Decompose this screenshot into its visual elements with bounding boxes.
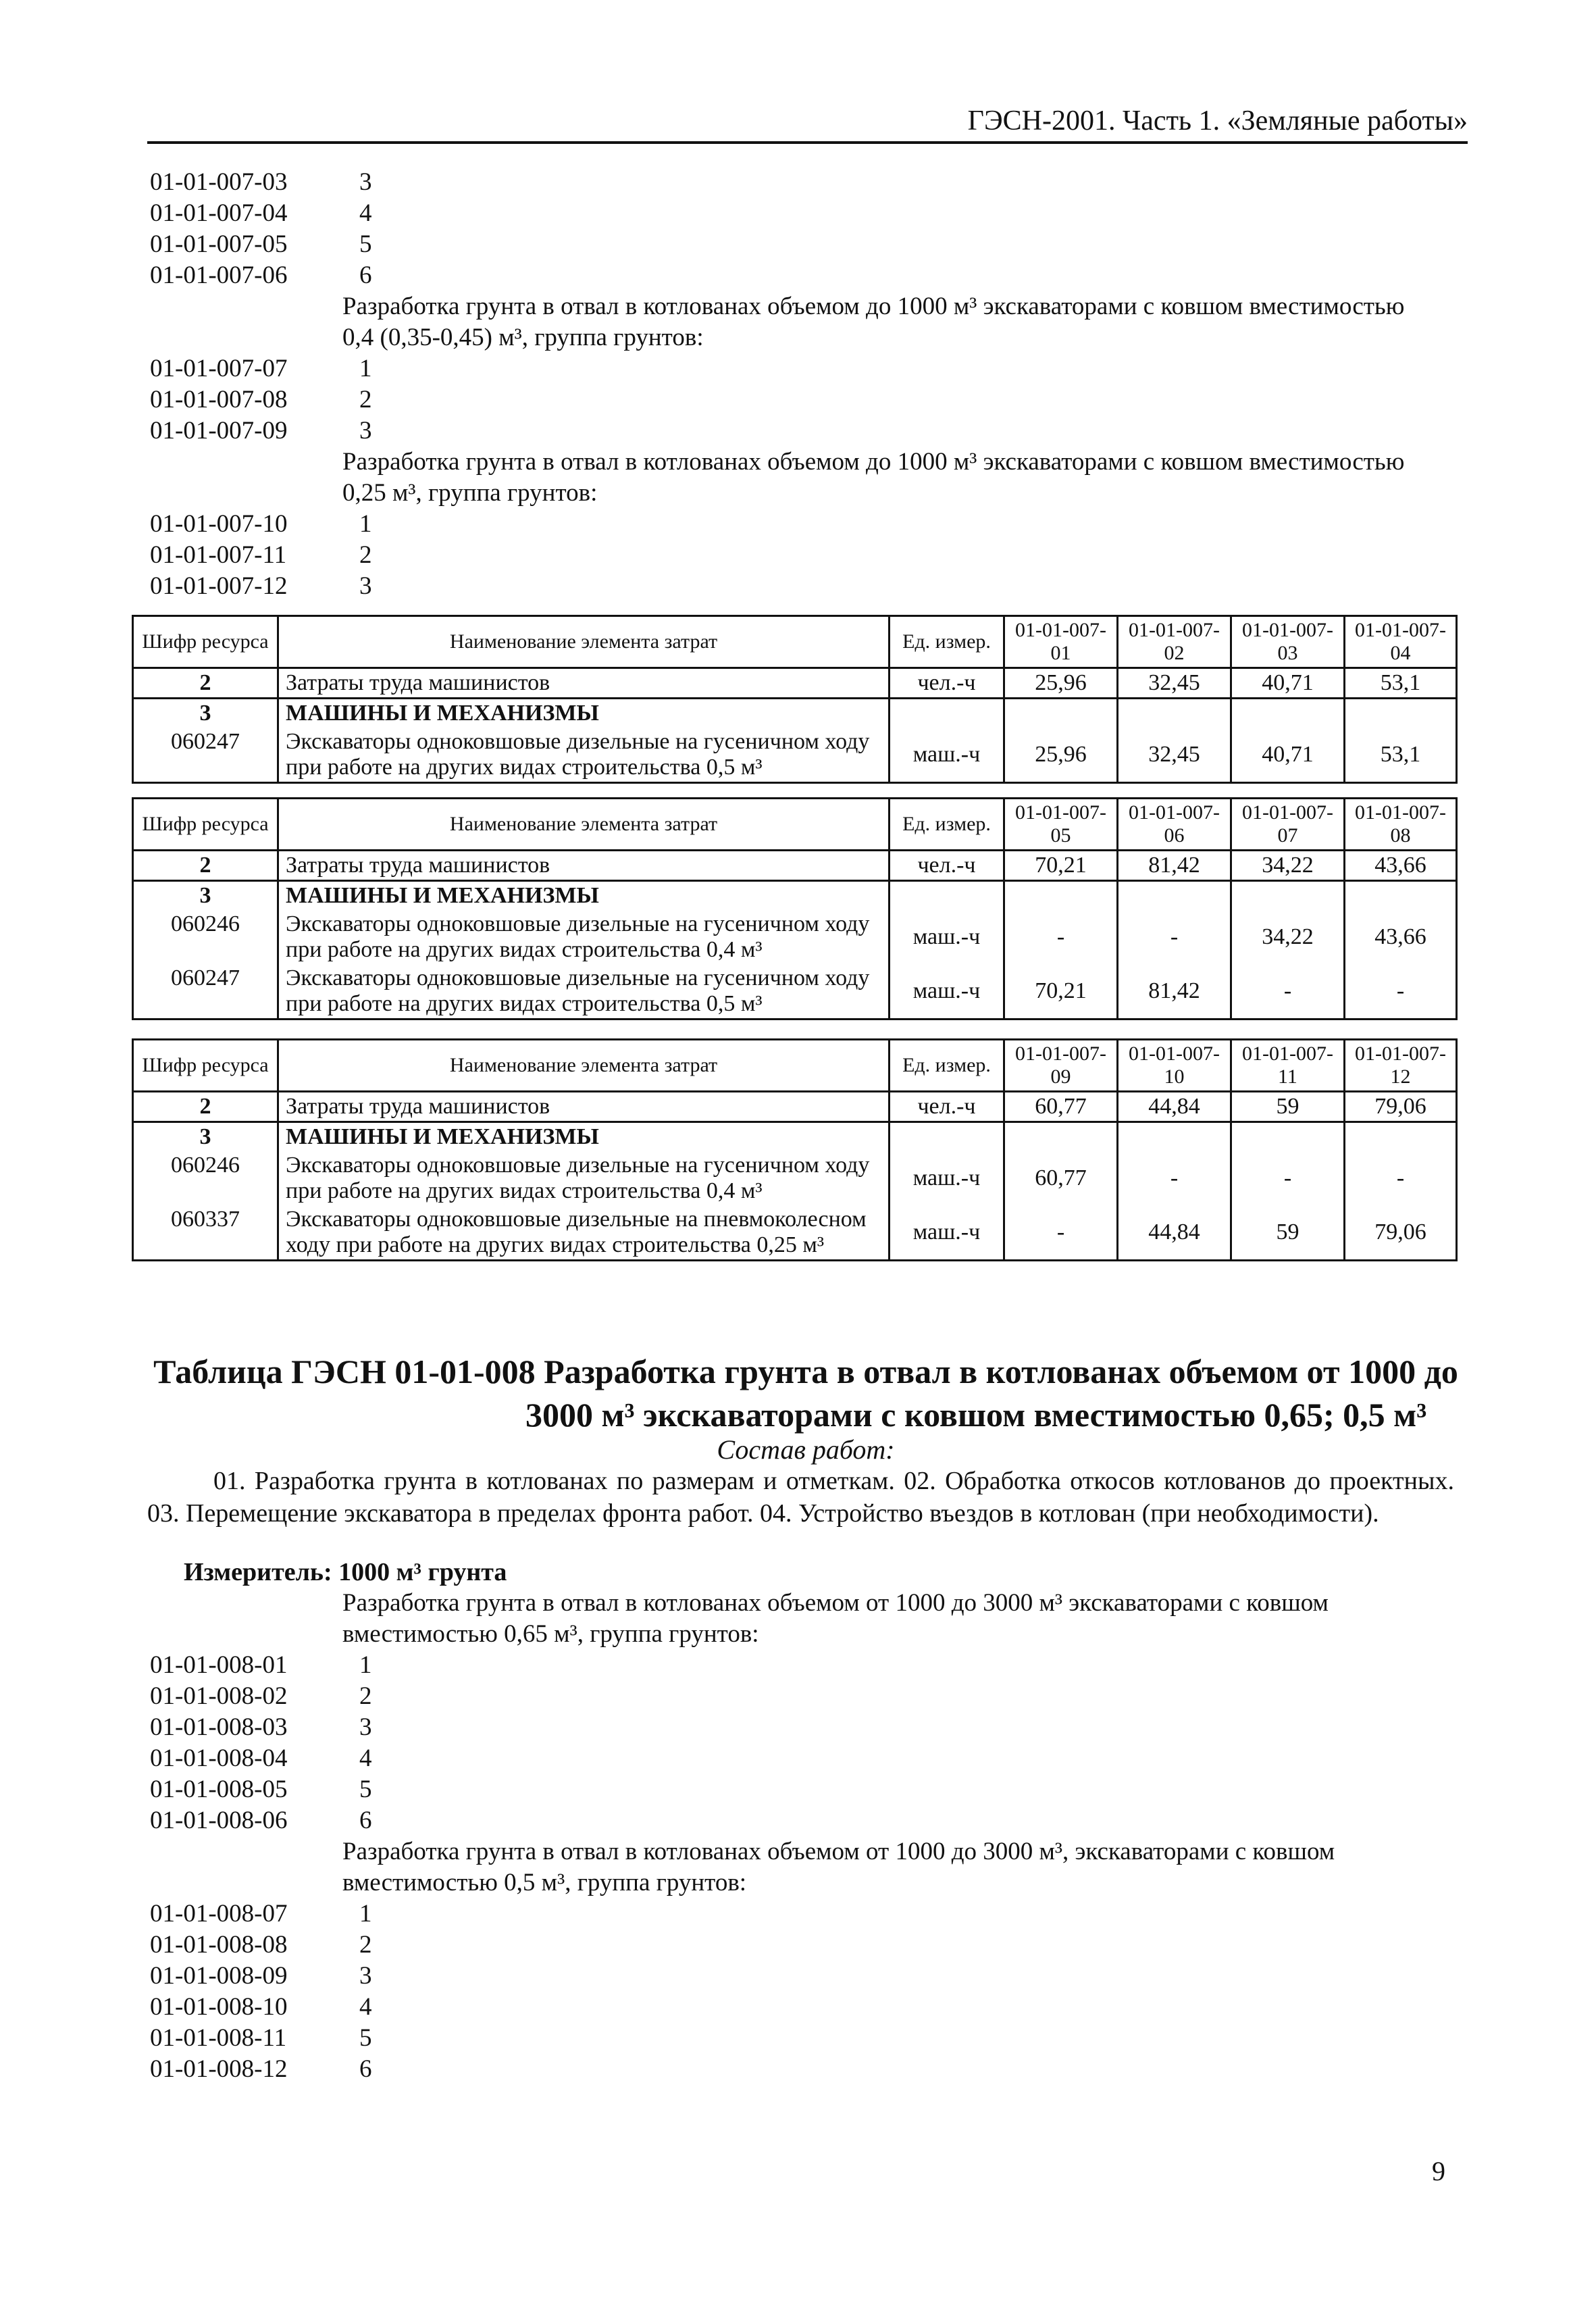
code-list-item (150, 353, 1437, 384)
item-code: 01-01-007-07 (150, 355, 288, 382)
resource-value: 25,96 (1004, 728, 1118, 783)
empty-cell (1004, 699, 1118, 728)
section-title-line1: Таблица ГЭСН 01-01-008 Разработка грунта в отвал в котлованах объемом от 1000 до (153, 1353, 1458, 1390)
empty-cell (1004, 1122, 1118, 1152)
empty-cell (1231, 881, 1345, 911)
resource-value: 60,77 (1004, 1151, 1118, 1205)
resource-row (133, 728, 1457, 783)
code-list-item (150, 167, 1437, 198)
item-code: 01-01-007-04 (150, 199, 288, 227)
code-list-item (150, 1898, 1437, 1930)
soil-group-number: 3 (359, 168, 372, 196)
resource-value: - (1004, 1205, 1118, 1261)
item-code: 01-01-008-06 (150, 1807, 288, 1834)
resource-value: 81,42 (1118, 964, 1231, 1020)
resource-value: - (1118, 910, 1231, 964)
header-column-code: 01-01-007-05 (1004, 799, 1118, 851)
resource-value: - (1118, 1151, 1231, 1205)
resource-row (133, 1151, 1457, 1205)
empty-cell (1231, 699, 1345, 728)
item-code: 01-01-007-12 (150, 572, 288, 600)
header-shifr: Шифр ресурса (133, 616, 278, 668)
machines-code: 3 (133, 699, 278, 728)
labor-name: Затраты труда машинистов (278, 668, 890, 699)
section-title-line2: 3000 м³ экскаваторами с ковшом вместимостью 0,65; 0,5 м³ (525, 1396, 1427, 1434)
header-column-code: 01-01-007-07 (1231, 799, 1345, 851)
labor-value: 81,42 (1118, 851, 1231, 881)
item-code: 01-01-007-10 (150, 510, 288, 538)
item-code: 01-01-007-11 (150, 541, 287, 569)
code-list-item (150, 571, 1437, 602)
header-column-code: 01-01-007-11 (1231, 1040, 1345, 1092)
soil-group-number: 6 (359, 261, 372, 289)
soil-group-number: 3 (359, 1962, 372, 1990)
item-code: 01-01-008-04 (150, 1744, 288, 1772)
soil-group-number: 5 (359, 1776, 372, 1803)
resource-row (133, 964, 1457, 1020)
code-list-item (150, 198, 1437, 229)
labor-name: Затраты труда машинистов (278, 1092, 890, 1122)
labor-value: 25,96 (1004, 668, 1118, 699)
resource-value: 59 (1231, 1205, 1345, 1261)
resource-unit: маш.-ч (890, 1205, 1004, 1261)
labor-value: 44,84 (1118, 1092, 1231, 1122)
item-code: 01-01-008-07 (150, 1900, 288, 1928)
resource-table-1 (132, 615, 1458, 784)
header-unit: Ед. измер. (890, 1040, 1004, 1092)
resource-value: 32,45 (1118, 728, 1231, 783)
table-header-row (133, 616, 1457, 668)
header-name: Наименование элемента затрат (278, 1040, 890, 1092)
table-header-row (133, 1040, 1457, 1092)
machines-title: МАШИНЫ И МЕХАНИЗМЫ (278, 699, 890, 728)
machines-code: 3 (133, 1122, 278, 1152)
machines-heading-row (133, 881, 1457, 911)
empty-cell (890, 699, 1004, 728)
resource-name: Экскаваторы одноковшовые дизельные на гусеничном ходу при работе на других видах строительства 0,5 м³ (278, 728, 890, 783)
list-heading-text: Разработка грунта в отвал в котлованах объемом от 1000 до 3000 м³, экскаваторами с ковшом вместимостью 0,5 м³, группа грунтов: (342, 1838, 1335, 1896)
resource-code: 060246 (133, 910, 278, 964)
code-list-item (150, 509, 1437, 540)
item-code: 01-01-008-09 (150, 1962, 288, 1990)
code-list-item (150, 1774, 1437, 1805)
labor-value: 79,06 (1345, 1092, 1457, 1122)
header-column-code: 01-01-007-10 (1118, 1040, 1231, 1092)
resource-value: 70,21 (1004, 964, 1118, 1020)
item-code: 01-01-008-11 (150, 2024, 287, 2052)
empty-cell (890, 881, 1004, 911)
empty-cell (1118, 1122, 1231, 1152)
running-header: ГЭСН-2001. Часть 1. «Земляные работы» (147, 105, 1468, 144)
labor-name: Затраты труда машинистов (278, 851, 890, 881)
soil-group-number: 2 (359, 541, 372, 569)
item-code: 01-01-007-08 (150, 386, 288, 413)
labor-value: 70,21 (1004, 851, 1118, 881)
soil-group-number: 5 (359, 2024, 372, 2052)
header-name: Наименование элемента затрат (278, 799, 890, 851)
resource-row (133, 910, 1457, 964)
code-list-item (150, 1992, 1437, 2023)
empty-cell (1118, 699, 1231, 728)
machines-code: 3 (133, 881, 278, 911)
header-unit: Ед. измер. (890, 799, 1004, 851)
resource-value: - (1231, 964, 1345, 1020)
code-list-item (150, 1712, 1437, 1743)
header-column-code: 01-01-007-08 (1345, 799, 1457, 851)
soil-group-number: 3 (359, 417, 372, 445)
soil-group-number: 2 (359, 386, 372, 413)
resource-value: 34,22 (1231, 910, 1345, 964)
resource-code: 060247 (133, 964, 278, 1020)
code-list-item (150, 1650, 1437, 1681)
empty-cell (1345, 699, 1457, 728)
soil-group-number: 3 (359, 572, 372, 600)
empty-cell (1231, 1122, 1345, 1152)
resource-name: Экскаваторы одноковшовые дизельные на пневмоколесном ходу при работе на других видах строительства 0,25 м³ (278, 1205, 890, 1261)
item-code: 01-01-007-06 (150, 261, 288, 289)
labor-unit: чел.-ч (890, 668, 1004, 699)
empty-cell (1118, 881, 1231, 911)
header-unit: Ед. измер. (890, 616, 1004, 668)
labor-value: 43,66 (1345, 851, 1457, 881)
item-code: 01-01-008-08 (150, 1931, 288, 1959)
item-code: 01-01-008-01 (150, 1651, 288, 1679)
header-column-code: 01-01-007-01 (1004, 616, 1118, 668)
resource-value: 79,06 (1345, 1205, 1457, 1261)
empty-cell (1345, 881, 1457, 911)
item-code: 01-01-008-03 (150, 1713, 288, 1741)
soil-group-number: 6 (359, 2055, 372, 2083)
code-list-item (150, 260, 1437, 291)
work-composition-label: Состав работ: (717, 1434, 895, 1465)
soil-group-number: 1 (359, 355, 372, 382)
header-shifr: Шифр ресурса (133, 1040, 278, 1092)
code-list-item (150, 1743, 1437, 1774)
labor-unit: чел.-ч (890, 1092, 1004, 1122)
header-column-code: 01-01-007-06 (1118, 799, 1231, 851)
code-list-item (150, 2054, 1437, 2085)
resource-value: - (1004, 910, 1118, 964)
header-column-code: 01-01-007-09 (1004, 1040, 1118, 1092)
machines-title: МАШИНЫ И МЕХАНИЗМЫ (278, 1122, 890, 1152)
code-list-item (150, 384, 1437, 416)
code-list-item (150, 1961, 1437, 1992)
machines-title: МАШИНЫ И МЕХАНИЗМЫ (278, 881, 890, 911)
item-code: 01-01-007-09 (150, 417, 288, 445)
header-column-code: 01-01-007-02 (1118, 616, 1231, 668)
list-heading-text: Разработка грунта в отвал в котлованах объемом до 1000 м³ экскаваторами с ковшом вместимостью 0,25 м³, группа грунтов: (342, 448, 1405, 507)
resource-name: Экскаваторы одноковшовые дизельные на гусеничном ходу при работе на других видах строительства 0,5 м³ (278, 964, 890, 1020)
work-composition-text: 01. Разработка грунта в котлованах по размерам и отметкам. 02. Обработка откосов котлованов до проектных. 03. Перемещение экскаватора в пределах фронта работ. 04. Устройство въездов в котлован (при необходимости). (147, 1467, 1454, 1528)
resource-unit: маш.-ч (890, 910, 1004, 964)
soil-group-number: 4 (359, 1993, 372, 2021)
resource-name: Экскаваторы одноковшовые дизельные на гусеничном ходу при работе на других видах строительства 0,4 м³ (278, 910, 890, 964)
labor-row (133, 668, 1457, 699)
item-code: 01-01-007-03 (150, 168, 288, 196)
resource-value: - (1345, 1151, 1457, 1205)
labor-unit: чел.-ч (890, 851, 1004, 881)
list-heading-text: Разработка грунта в отвал в котлованах объемом от 1000 до 3000 м³ экскаваторами с ковшом вместимостью 0,65 м³, группа грунтов: (342, 1589, 1329, 1648)
soil-group-number: 2 (359, 1931, 372, 1959)
item-code: 01-01-007-05 (150, 230, 288, 258)
code-list-item (150, 416, 1437, 447)
page-number: 9 (1432, 2156, 1445, 2186)
resource-value: 53,1 (1345, 728, 1457, 783)
soil-group-number: 6 (359, 1807, 372, 1834)
code-list-item (150, 2023, 1437, 2054)
list-heading-text: Разработка грунта в отвал в котлованах объемом до 1000 м³ экскаваторами с ковшом вместимостью 0,4 (0,35-0,45) м³, группа грунтов: (342, 293, 1405, 351)
code-list-item (150, 229, 1437, 260)
resource-table-2 (132, 797, 1458, 1020)
resource-code: 060337 (133, 1205, 278, 1261)
soil-group-number: 4 (359, 199, 372, 227)
header-column-code: 01-01-007-03 (1231, 616, 1345, 668)
resource-name: Экскаваторы одноковшовые дизельные на гусеничном ходу при работе на других видах строительства 0,4 м³ (278, 1151, 890, 1205)
item-code: 01-01-008-10 (150, 1993, 288, 2021)
resource-code: 060246 (133, 1151, 278, 1205)
resource-unit: маш.-ч (890, 1151, 1004, 1205)
item-code: 01-01-008-02 (150, 1682, 288, 1710)
resource-value: 43,66 (1345, 910, 1457, 964)
soil-group-number: 3 (359, 1713, 372, 1741)
labor-value: 32,45 (1118, 668, 1231, 699)
header-column-code: 01-01-007-12 (1345, 1040, 1457, 1092)
code-list-top (150, 167, 1437, 602)
measure-unit: Измеритель: 1000 м³ грунта (184, 1558, 507, 1586)
resource-row (133, 1205, 1457, 1261)
labor-value: 34,22 (1231, 851, 1345, 881)
code-list-item (150, 1805, 1437, 1836)
soil-group-number: 1 (359, 1900, 372, 1928)
soil-group-number: 5 (359, 230, 372, 258)
machines-heading-row (133, 699, 1457, 728)
code-list-item (150, 540, 1437, 571)
labor-row (133, 1092, 1457, 1122)
resource-value: - (1231, 1151, 1345, 1205)
header-name: Наименование элемента затрат (278, 616, 890, 668)
labor-code: 2 (133, 668, 278, 699)
header-column-code: 01-01-007-04 (1345, 616, 1457, 668)
resource-code: 060247 (133, 728, 278, 783)
empty-cell (890, 1122, 1004, 1152)
labor-value: 53,1 (1345, 668, 1457, 699)
resource-table-3 (132, 1038, 1458, 1261)
item-code: 01-01-008-12 (150, 2055, 288, 2083)
soil-group-number: 1 (359, 510, 372, 538)
machines-heading-row (133, 1122, 1457, 1152)
labor-row (133, 851, 1457, 881)
labor-value: 60,77 (1004, 1092, 1118, 1122)
resource-unit: маш.-ч (890, 964, 1004, 1020)
resource-value: 44,84 (1118, 1205, 1231, 1261)
resource-unit: маш.-ч (890, 728, 1004, 783)
labor-code: 2 (133, 851, 278, 881)
soil-group-number: 2 (359, 1682, 372, 1710)
table-header-row (133, 799, 1457, 851)
item-code: 01-01-008-05 (150, 1776, 288, 1803)
header-shifr: Шифр ресурса (133, 799, 278, 851)
soil-group-number: 1 (359, 1651, 372, 1679)
labor-value: 59 (1231, 1092, 1345, 1122)
section-title (147, 1350, 1464, 1436)
code-list-item (150, 1930, 1437, 1961)
resource-value: 40,71 (1231, 728, 1345, 783)
labor-code: 2 (133, 1092, 278, 1122)
soil-group-number: 4 (359, 1744, 372, 1772)
empty-cell (1345, 1122, 1457, 1152)
labor-value: 40,71 (1231, 668, 1345, 699)
resource-value: - (1345, 964, 1457, 1020)
empty-cell (1004, 881, 1118, 911)
code-list-bottom (150, 1588, 1437, 2085)
code-list-item (150, 1681, 1437, 1712)
